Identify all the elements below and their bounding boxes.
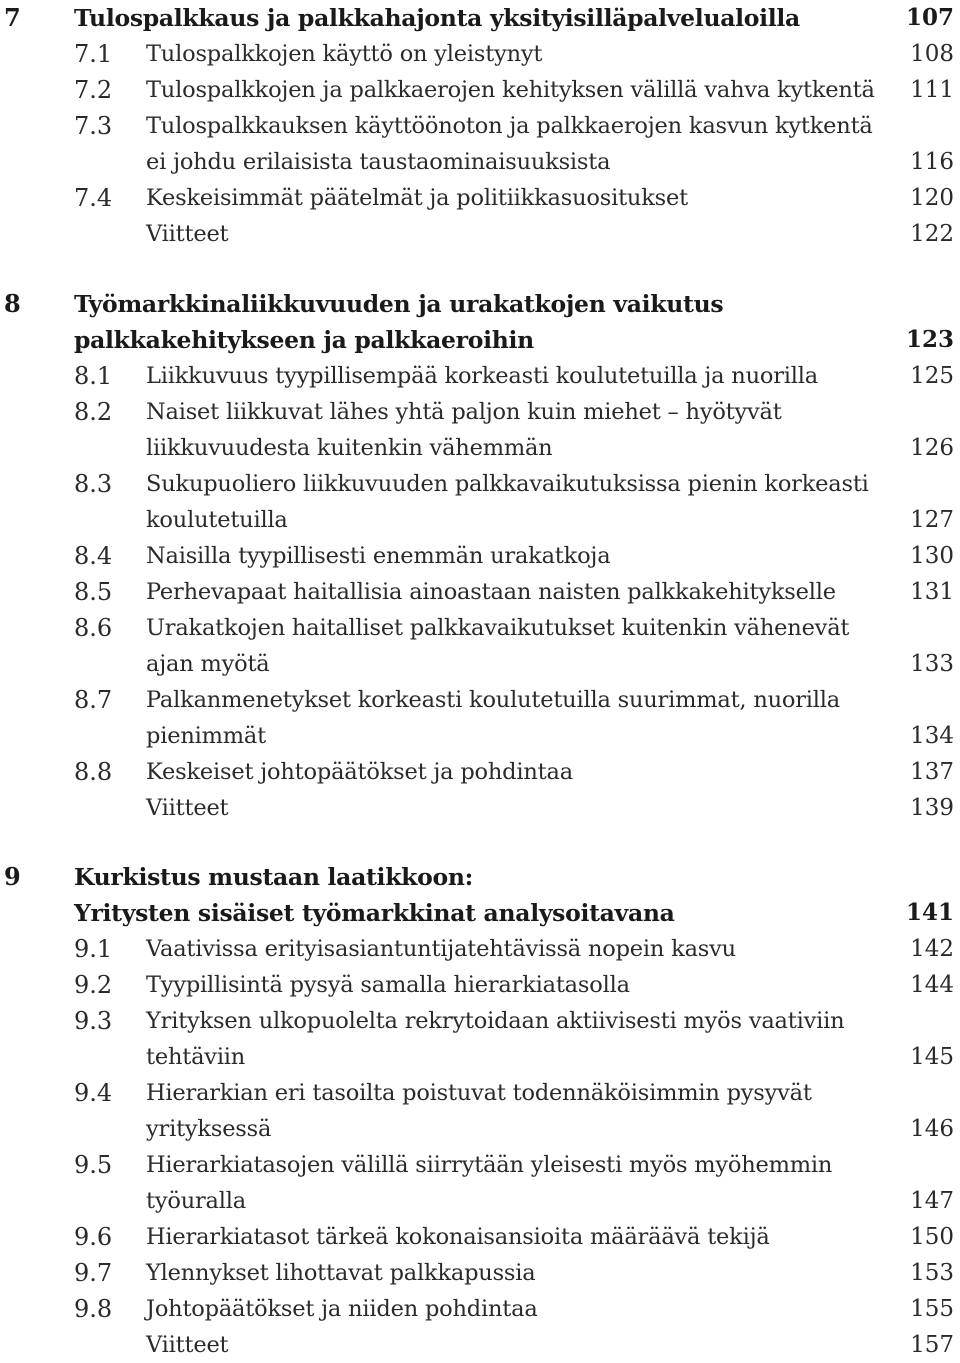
section-number: 8.6 [74, 614, 113, 642]
section-page-number: 144 [910, 972, 954, 998]
section-title: Tulospalkkauksen käyttöönoton ja palkkaerojen kasvun kytkentä [146, 113, 873, 139]
section-number: 8.5 [74, 578, 113, 606]
section-title: Naisilla tyypillisesti enemmän urakatkoja [146, 543, 611, 569]
section-number: 7.3 [74, 112, 113, 140]
section-page-number: 147 [910, 1188, 954, 1214]
section-page-number: 146 [910, 1116, 954, 1142]
section-number: 9.1 [74, 935, 113, 963]
section-title: tehtäviin [146, 1044, 246, 1070]
section-title: liikkuvuudesta kuitenkin vähemmän [146, 435, 553, 461]
section-page-number: 145 [910, 1044, 954, 1070]
section-title: Vaativissa erityisasiantuntijatehtävissä nopein kasvu [146, 936, 736, 962]
section-number: 8.4 [74, 542, 113, 570]
section-number: 7.1 [74, 40, 113, 68]
section-title: ajan myötä [146, 651, 270, 677]
section-title: Hierarkian eri tasoilta poistuvat todennäköisimmin pysyvät [146, 1080, 812, 1106]
toc-entry-line[interactable] [0, 931, 960, 967]
chapter-page-number: 107 [905, 4, 954, 31]
toc-entry-line[interactable] [0, 1291, 960, 1327]
toc-entry-line[interactable] [0, 502, 960, 538]
section-number: 8.1 [74, 362, 113, 390]
section-page-number: 131 [910, 579, 954, 605]
section-title: Viitteet [146, 795, 229, 821]
section-number: 9.5 [74, 1151, 113, 1179]
section-number: 9.2 [74, 971, 113, 999]
toc-entry-line[interactable] [0, 1327, 960, 1363]
section-title: Tulospalkkojen ja palkkaerojen kehityksen välillä vahva kytkentä [146, 77, 875, 103]
section-page-number: 155 [910, 1296, 954, 1322]
toc-entry-line[interactable] [0, 646, 960, 682]
section-title: Viitteet [146, 1332, 229, 1358]
toc-entry-line[interactable] [0, 72, 960, 108]
toc-entry-line[interactable] [0, 180, 960, 216]
section-page-number: 134 [910, 723, 954, 749]
toc-entry-line[interactable] [0, 1039, 960, 1075]
section-page-number: 125 [910, 363, 954, 389]
section-page-number: 153 [910, 1260, 954, 1286]
section-page-number: 108 [910, 41, 954, 67]
section-page-number: 142 [910, 936, 954, 962]
toc-entry-line[interactable] [0, 790, 960, 826]
toc-entry-line[interactable] [0, 610, 960, 646]
section-title: Tyypillisintä pysyä samalla hierarkiatasolla [146, 972, 630, 998]
section-number: 8.2 [74, 398, 113, 426]
section-page-number: 127 [910, 507, 954, 533]
section-title: Ylennykset lihottavat palkkapussia [146, 1260, 536, 1286]
toc-entry-line[interactable] [0, 394, 960, 430]
chapter-title: palkkakehitykseen ja palkkaeroihin [74, 326, 534, 354]
section-number: 7.2 [74, 76, 113, 104]
section-number: 8.3 [74, 470, 113, 498]
chapter-page-number: 123 [905, 326, 954, 353]
toc-entry-line[interactable] [0, 754, 960, 790]
section-title: Keskeiset johtopäätökset ja pohdintaa [146, 759, 573, 785]
section-title: yrityksessä [146, 1116, 272, 1142]
section-title: Palkanmenetykset korkeasti koulutetuilla suurimmat, nuorilla [146, 687, 841, 713]
toc-entry-line[interactable] [0, 1111, 960, 1147]
section-number: 9.7 [74, 1259, 113, 1287]
section-page-number: 120 [910, 185, 954, 211]
section-title: Hierarkiatasojen välillä siirrytään yleisesti myös myöhemmin [146, 1152, 833, 1178]
chapter-number: 7 [4, 3, 21, 32]
section-title: koulutetuilla [146, 507, 288, 533]
toc-entry-line[interactable] [0, 1003, 960, 1039]
section-title: Johtopäätökset ja niiden pohdintaa [146, 1296, 538, 1322]
chapter-title-line[interactable] [0, 322, 960, 358]
section-page-number: 122 [910, 221, 954, 247]
toc-entry-line[interactable] [0, 1075, 960, 1111]
section-title: Naiset liikkuvat lähes yhtä paljon kuin miehet – hyötyvät [146, 399, 782, 425]
toc-entry-line[interactable] [0, 1183, 960, 1219]
chapter-title-line[interactable] [0, 286, 960, 322]
toc-entry-line[interactable] [0, 682, 960, 718]
toc-entry-line[interactable] [0, 466, 960, 502]
chapter-title-line[interactable] [0, 859, 960, 895]
toc-entry-line[interactable] [0, 574, 960, 610]
section-page-number: 139 [910, 795, 954, 821]
chapter-title: Tulospalkkaus ja palkkahajonta yksityisilläpalvelualoilla [74, 4, 800, 32]
section-title: ei johdu erilaisista taustaominaisuuksista [146, 149, 611, 175]
section-number: 7.4 [74, 184, 113, 212]
toc-entry-line[interactable] [0, 144, 960, 180]
chapter-title: Kurkistus mustaan laatikkoon: [74, 863, 474, 891]
section-page-number: 116 [910, 149, 954, 175]
chapter-title: Työmarkkinaliikkuvuuden ja urakatkojen vaikutus [74, 290, 724, 318]
toc-entry-line[interactable] [0, 358, 960, 394]
section-title: Tulospalkkojen käyttö on yleistynyt [146, 41, 543, 67]
toc-entry-line[interactable] [0, 1147, 960, 1183]
chapter-title-line[interactable] [0, 0, 960, 36]
section-page-number: 133 [910, 651, 954, 677]
section-number: 8.7 [74, 686, 113, 714]
section-page-number: 157 [910, 1332, 954, 1358]
toc-entry-line[interactable] [0, 967, 960, 1003]
section-page-number: 150 [910, 1224, 954, 1250]
toc-entry-line[interactable] [0, 430, 960, 466]
toc-entry-line[interactable] [0, 538, 960, 574]
section-page-number: 130 [910, 543, 954, 569]
section-title: Viitteet [146, 221, 229, 247]
section-page-number: 111 [910, 77, 954, 103]
section-title: Perhevapaat haitallisia ainoastaan naisten palkkakehitykselle [146, 579, 836, 605]
chapter-page-number: 141 [905, 899, 954, 926]
section-title: Yrityksen ulkopuolelta rekrytoidaan aktiivisesti myös vaativiin [146, 1008, 845, 1034]
section-title: työuralla [146, 1188, 246, 1214]
section-number: 9.4 [74, 1079, 113, 1107]
toc-entry-line[interactable] [0, 36, 960, 72]
section-number: 9.3 [74, 1007, 113, 1035]
chapter-title-line[interactable] [0, 895, 960, 931]
section-title: Urakatkojen haitalliset palkkavaikutukset kuitenkin vähenevät [146, 615, 850, 641]
toc-entry-line[interactable] [0, 1255, 960, 1291]
toc-entry-line[interactable] [0, 718, 960, 754]
section-title: Sukupuoliero liikkuvuuden palkkavaikutuksissa pienin korkeasti [146, 471, 869, 497]
section-number: 9.6 [74, 1223, 113, 1251]
chapter-number: 9 [4, 862, 21, 891]
section-title: Keskeisimmät päätelmät ja politiikkasuositukset [146, 185, 688, 211]
chapter-title: Yritysten sisäiset työmarkkinat analysoitavana [74, 899, 675, 927]
toc-entry-line[interactable] [0, 1219, 960, 1255]
section-title: Hierarkiatasot tärkeä kokonaisansioita määräävä tekijä [146, 1224, 770, 1250]
toc-entry-line[interactable] [0, 216, 960, 252]
section-title: Liikkuvuus tyypillisempää korkeasti koulutetuilla ja nuorilla [146, 363, 818, 389]
section-title: pienimmät [146, 723, 266, 749]
section-number: 8.8 [74, 758, 113, 786]
section-number: 9.8 [74, 1295, 113, 1323]
section-page-number: 126 [910, 435, 954, 461]
toc-entry-line[interactable] [0, 108, 960, 144]
section-page-number: 137 [910, 759, 954, 785]
chapter-number: 8 [4, 289, 21, 318]
